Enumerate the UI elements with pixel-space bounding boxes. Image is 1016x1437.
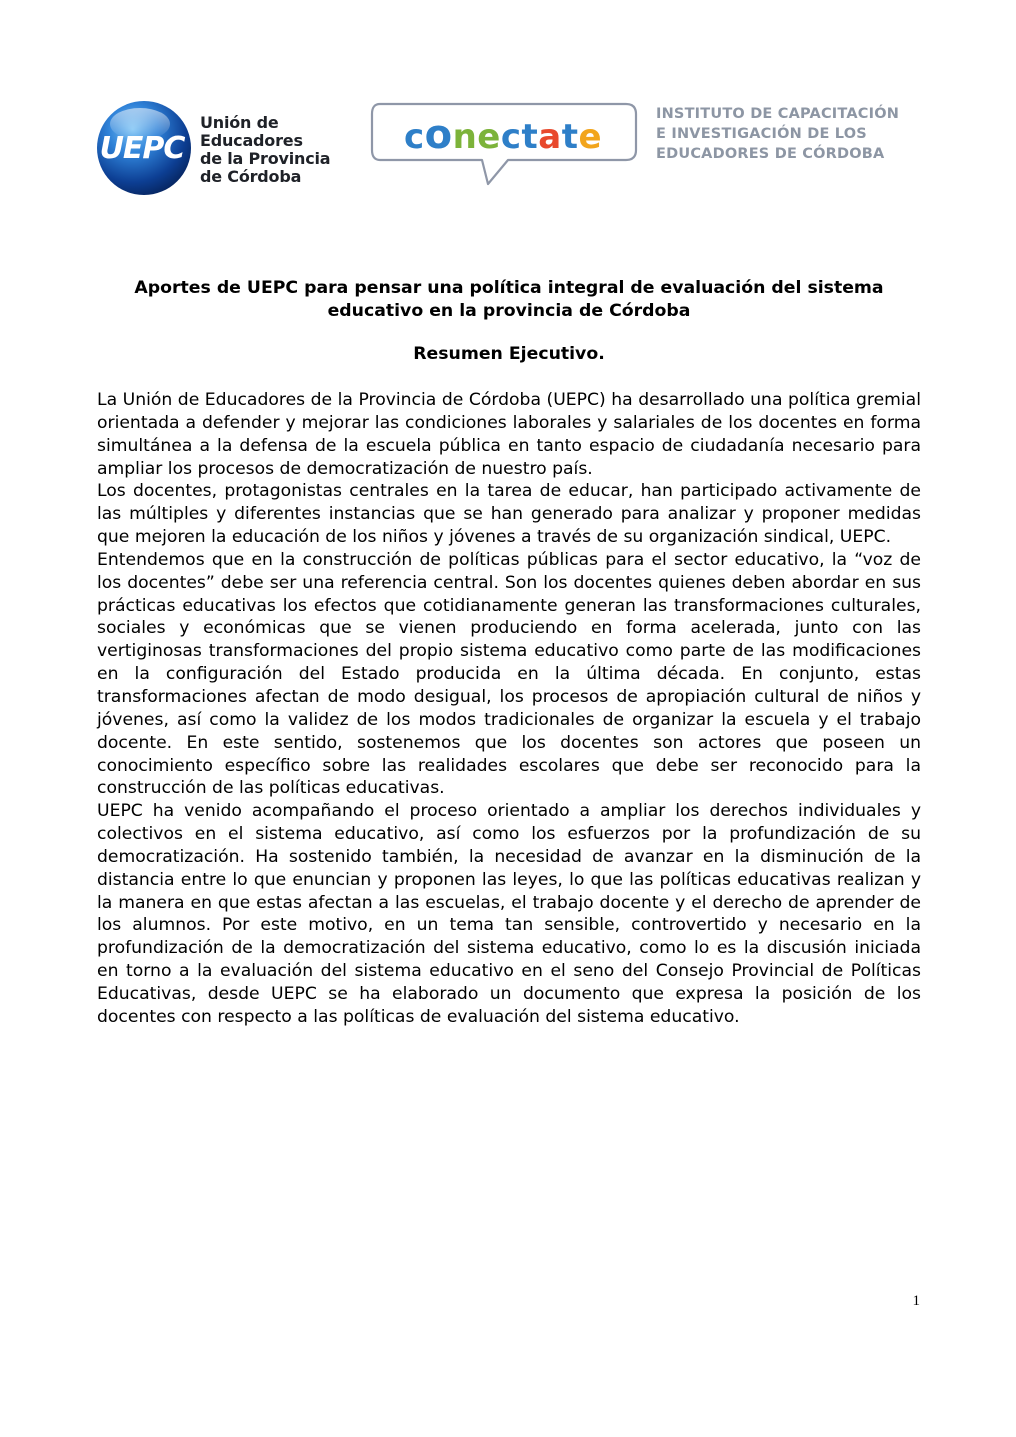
instituto-line: EDUCADORES DE CÓRDOBA [656, 146, 885, 162]
document-body [97, 389, 921, 1029]
conectate-wordmark [370, 112, 636, 158]
instituto-line: INSTITUTO DE CAPACITACIÓN [656, 106, 900, 122]
instituto-line: E INVESTIGACIÓN DE LOS [656, 126, 867, 142]
document-header [0, 0, 1016, 200]
conectate-letter: n [452, 117, 478, 157]
page-number: 1 [912, 1293, 920, 1309]
conectate-letter: c [403, 117, 425, 157]
uepc-globe-icon [96, 100, 192, 196]
body-paragraph: Los docentes, protagonistas centrales en la tarea de educar, han participado activamente de las múltiples y diferentes instancias que se han generado para analizar y proponer medidas que mejoren la educación de los niños y jóvenes a través de su organización sindical, UEPC. [97, 481, 921, 548]
body-paragraph: Entendemos que en la construcción de políticas públicas para el sector educativo, la “voz de los docentes” debe ser una referencia central. Son los docentes quienes deben abordar en sus prácticas educativas los efectos que cotidianamente generan las transformaciones culturales, sociales y económicas que se vienen produciendo en forma acelerada, junto con las vertiginosas transformaciones del propio sistema educativo como parte de las modificaciones en la configuración del Estado producida en la última década. En conjunto, estas transformaciones afectan de modo desigual, los procesos de apropiación cultural de niños y jóvenes, así como la validez de los modos tradicionales de organizar la escuela y el trabajo docente. En este sentido, sostenemos que los docentes son actores que poseen un conocimiento específico sobre las realidades escolares que debe ser reconocido para la construcción de las políticas educativas. [97, 549, 921, 799]
conectate-letter: e [578, 117, 603, 157]
conectate-letter: o [424, 112, 453, 158]
body-paragraph: La Unión de Educadores de la Provincia de Córdoba (UEPC) ha desarrollado una política gremial orientada a defender y mejorar las condiciones laborales y salariales de los docentes en forma simultánea a la defensa de la escuela pública en tanto espacio de ciudadanía necesario para ampliar los procesos de democratización de nuestro país. [97, 390, 921, 479]
conectate-letter: c [500, 117, 522, 157]
uepc-logo [96, 100, 336, 196]
conectate-letter: e [477, 117, 501, 157]
conectate-logo [370, 102, 638, 188]
document-subtitle: Resumen Ejecutivo. [413, 344, 605, 364]
body-paragraph: UEPC ha venido acompañando el proceso orientado a ampliar los derechos individuales y colectivos en el sistema educativo, así como los esfuerzos por la profundización de su democratización. Ha sostenido también, la necesidad de avanzar en la disminución de la distancia entre lo que enuncian y proponen las leyes, lo que las políticas educativas realizan y la manera en que estas afectan a las escuelas, el trabajo docente y el derecho de aprender de los alumnos. Por este motivo, en un tema tan sensible, controvertido y necesario en la profundización de la democratización del sistema educativo, como lo es la discusión iniciada en torno a la evaluación del sistema educativo en el seno del Consejo Provincial de Políticas Educativas, desde UEPC se ha elaborado un documento que expresa la posición de los docentes con respecto a las políticas de evaluación del sistema educativo. [97, 801, 921, 1027]
document-title: Aportes de UEPC para pensar una política integral de evaluación del sistema educativo en la provincia de Córdoba [134, 278, 884, 321]
conectate-letter: t [521, 117, 539, 157]
uepc-name: Unión de Educadores de la Provincia de Córdoba [200, 113, 331, 186]
conectate-letter: t [561, 117, 579, 157]
instituto-title [656, 104, 899, 164]
conectate-letter: a [538, 117, 562, 157]
uepc-globe-text: UEPC [99, 131, 185, 166]
